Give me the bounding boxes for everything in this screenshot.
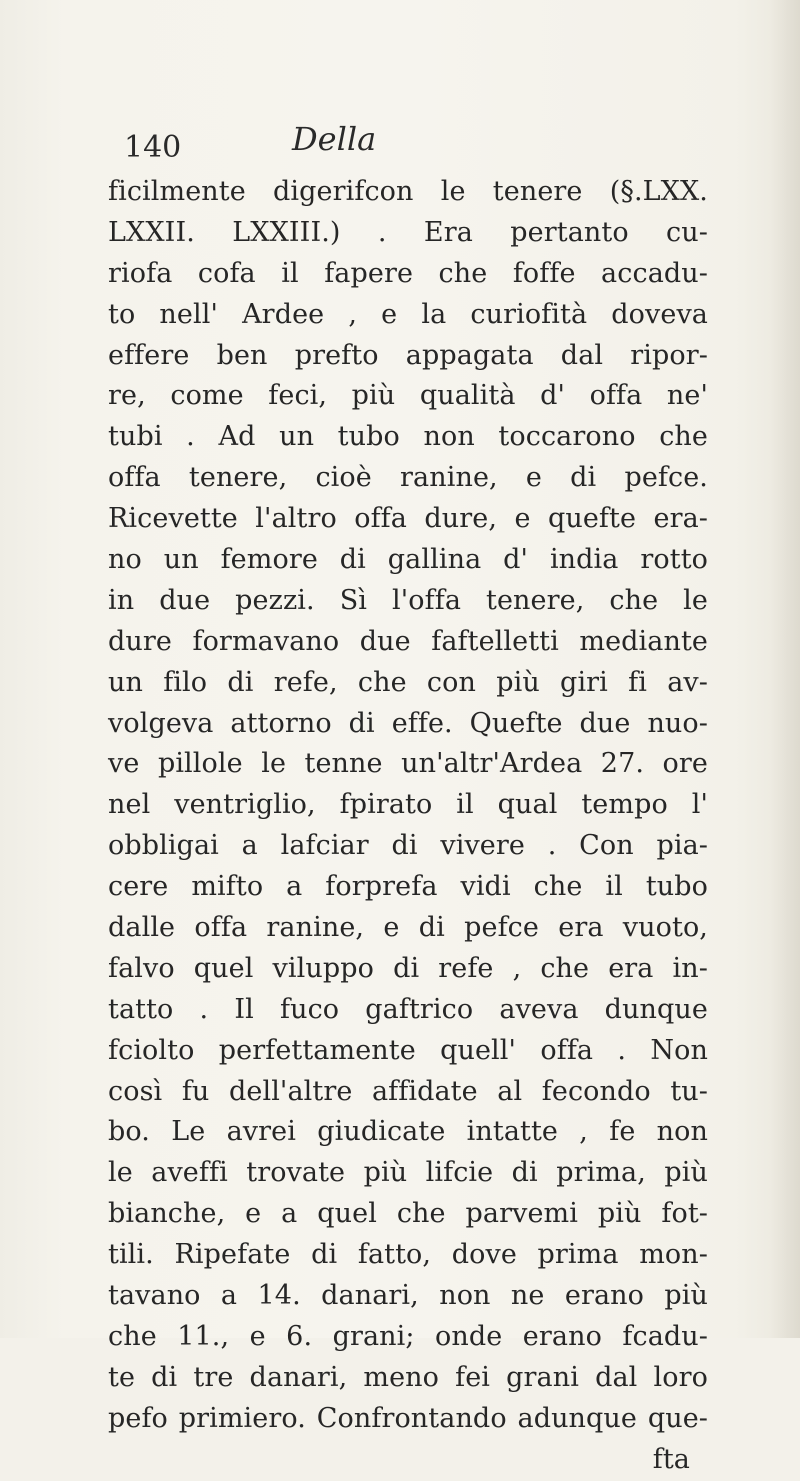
running-head: Della <box>292 120 377 158</box>
text-line: tili. Ripefate di fatto, dove prima mon- <box>108 1239 708 1271</box>
text-line: to nell' Ardee , e la curiofità doveva <box>108 298 708 330</box>
text-line: te di tre danari, meno fei grani dal loro <box>108 1361 708 1393</box>
text-line: riofa cofa il fapere che foffe accadu- <box>108 257 708 289</box>
page-edge-shadow <box>770 0 800 1338</box>
text-line: fciolto perfettamente quell' offa . Non <box>108 1034 708 1066</box>
catchword: fta <box>652 1443 690 1475</box>
text-line: cere mifto a forprefa vidi che il tubo <box>108 871 708 903</box>
text-line: effere ben prefto appagata dal ripor- <box>108 339 708 371</box>
text-line: bianche, e a quel che parvemi più fot- <box>108 1198 708 1230</box>
text-line: tubi . Ad un tubo non toccarono che <box>108 421 708 453</box>
text-line: così fu dell'altre affidate al fecondo tu- <box>108 1075 708 1107</box>
text-line: obbligai a lafciar di vivere . Con pia- <box>108 830 708 862</box>
text-line: le aveffi trovate più lifcie di prima, più <box>108 1157 708 1189</box>
text-line: re, come feci, più qualità d' offa ne' <box>108 380 708 412</box>
text-line: offa tenere, cioè ranine, e di pefce. <box>108 462 708 494</box>
text-line: in due pezzi. Sì l'offa tenere, che le <box>108 584 708 616</box>
text-line: tatto . Il fuco gaftrico aveva dunque <box>108 993 708 1025</box>
page-number: 140 <box>124 130 182 165</box>
text-line: un filo di refe, che con più giri fi av- <box>108 666 708 698</box>
text-line: nel ventriglio, fpirato il qual tempo l' <box>108 789 708 821</box>
page-header <box>124 120 684 170</box>
text-line: ve pillole le tenne un'altr'Ardea 27. ore <box>108 748 708 780</box>
text-line: dure formavano due faftelletti mediante <box>108 625 708 657</box>
text-line: bo. Le avrei giudicate intatte , fe non <box>108 1116 708 1148</box>
text-line: dalle offa ranine, e di pefce era vuoto, <box>108 912 708 944</box>
text-line: ficilmente digerifcon le tenere (§.LXX. <box>108 176 708 207</box>
text-line: volgeva attorno di effe. Quefte due nuo- <box>108 707 708 739</box>
text-line: falvo quel viluppo di refe , che era in- <box>108 952 708 984</box>
body-text <box>108 172 708 1481</box>
text-line: no un femore di gallina d' india rotto <box>108 544 708 576</box>
text-line: pefo primiero. Confrontando adunque que- <box>108 1402 708 1434</box>
text-line: Ricevette l'altro offa dure, e quefte era- <box>108 503 708 535</box>
text-line: tavano a 14. danari, non ne erano più <box>108 1280 708 1312</box>
text-line: LXXII. LXXIII.) . Era pertanto cu- <box>108 216 708 248</box>
text-line: che 11., e 6. grani; onde erano fcadu- <box>108 1320 708 1352</box>
